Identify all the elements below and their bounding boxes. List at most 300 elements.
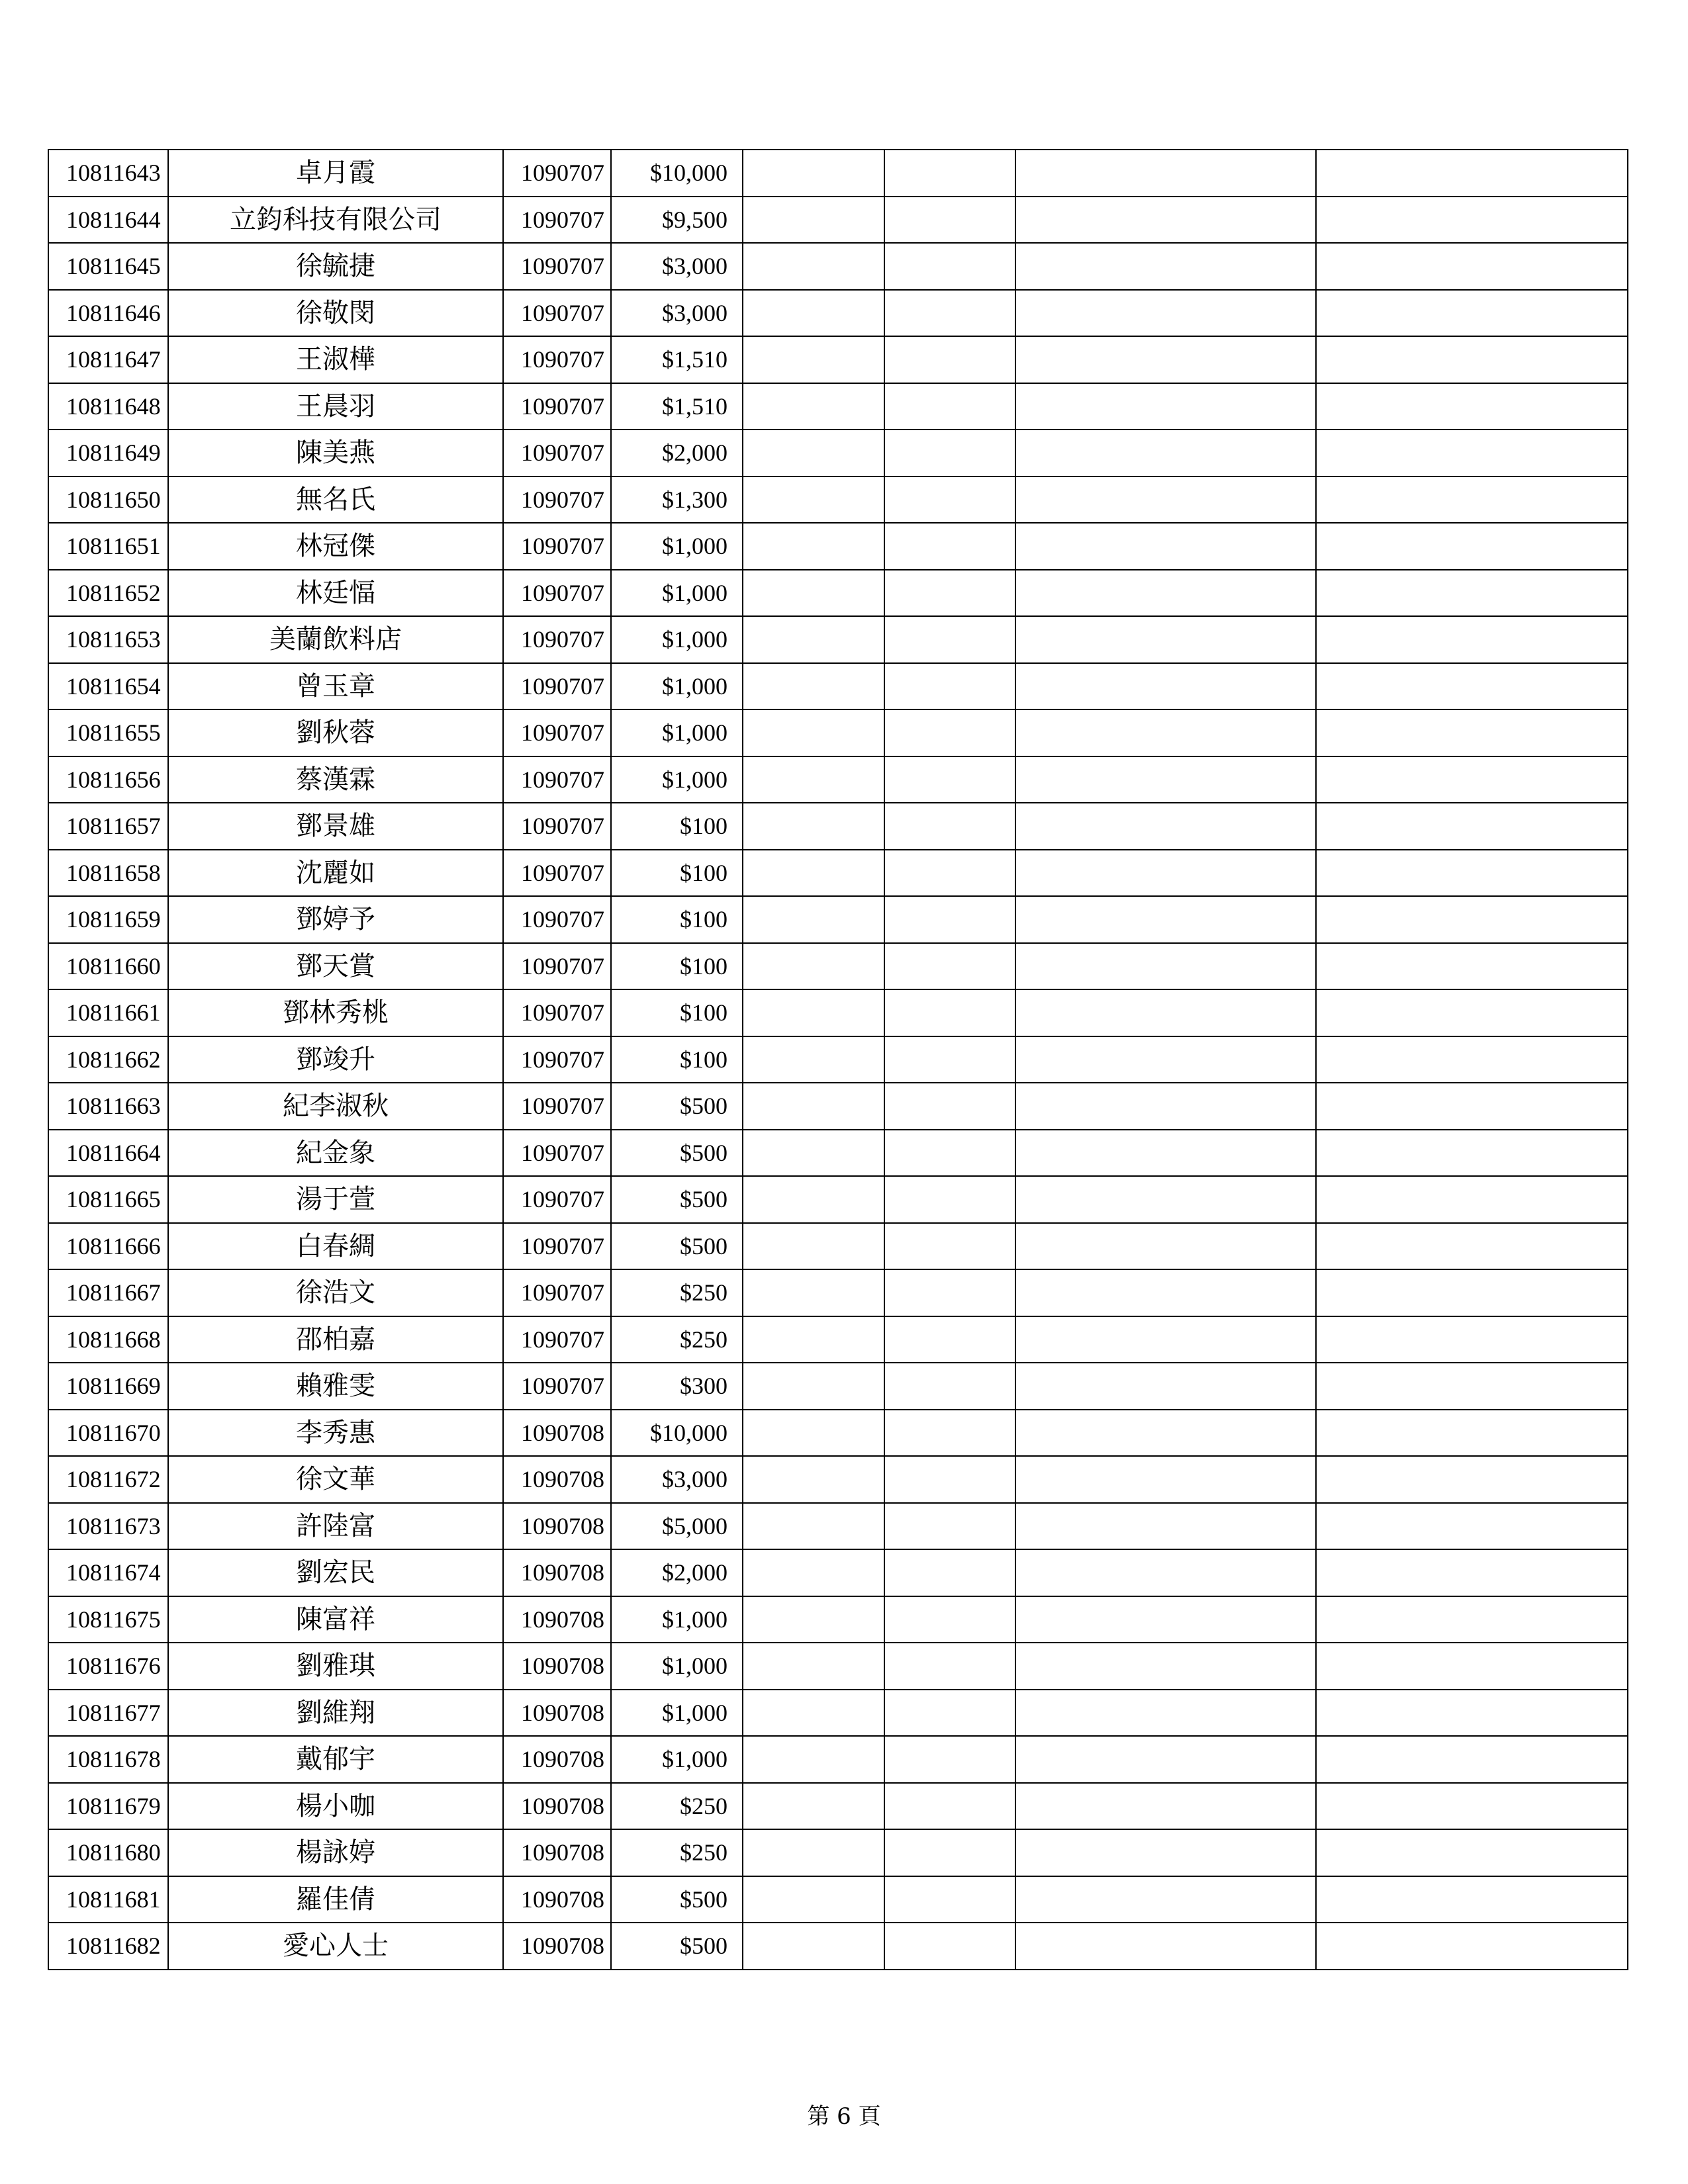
amount-cell: $1,000	[611, 570, 743, 617]
empty-cell	[884, 989, 1015, 1036]
receipt-number-cell: 10811657	[48, 803, 168, 850]
date-cell: 1090708	[503, 1923, 611, 1970]
table-row	[48, 523, 1628, 570]
empty-cell	[884, 197, 1015, 244]
amount-cell: $3,000	[611, 243, 743, 290]
receipt-number-cell: 10811660	[48, 943, 168, 990]
empty-cell	[743, 1829, 884, 1876]
empty-cell	[884, 383, 1015, 430]
date-cell: 1090708	[503, 1410, 611, 1457]
empty-cell	[1316, 756, 1628, 803]
table-row	[48, 1690, 1628, 1737]
empty-cell	[1316, 383, 1628, 430]
receipt-number-cell: 10811644	[48, 197, 168, 244]
empty-cell	[884, 477, 1015, 523]
receipt-number-cell: 10811654	[48, 663, 168, 710]
empty-cell	[884, 1223, 1015, 1270]
donor-name-cell: 王淑樺	[168, 336, 503, 383]
table-row	[48, 663, 1628, 710]
empty-cell	[1015, 850, 1316, 897]
date-cell: 1090707	[503, 523, 611, 570]
table-row	[48, 1083, 1628, 1130]
empty-cell	[1015, 709, 1316, 756]
empty-cell	[884, 1130, 1015, 1177]
empty-cell	[743, 1643, 884, 1690]
amount-cell: $1,000	[611, 709, 743, 756]
empty-cell	[1316, 1083, 1628, 1130]
donor-name-cell: 湯于萱	[168, 1176, 503, 1223]
date-cell: 1090707	[503, 1130, 611, 1177]
receipt-number-cell: 10811655	[48, 709, 168, 756]
empty-cell	[884, 1269, 1015, 1316]
empty-cell	[743, 290, 884, 337]
table-row	[48, 943, 1628, 990]
table-row	[48, 290, 1628, 337]
date-cell: 1090707	[503, 616, 611, 663]
receipt-number-cell: 10811666	[48, 1223, 168, 1270]
amount-cell: $100	[611, 943, 743, 990]
date-cell: 1090707	[503, 290, 611, 337]
date-cell: 1090707	[503, 1036, 611, 1083]
date-cell: 1090708	[503, 1783, 611, 1830]
donor-name-cell: 沈麗如	[168, 850, 503, 897]
empty-cell	[1015, 243, 1316, 290]
amount-cell: $500	[611, 1876, 743, 1923]
empty-cell	[743, 1456, 884, 1503]
empty-cell	[1015, 523, 1316, 570]
empty-cell	[884, 336, 1015, 383]
donor-name-cell: 邵柏嘉	[168, 1316, 503, 1363]
table-row	[48, 1783, 1628, 1830]
empty-cell	[884, 616, 1015, 663]
receipt-number-cell: 10811653	[48, 616, 168, 663]
table-row	[48, 1130, 1628, 1177]
empty-cell	[1015, 1783, 1316, 1830]
empty-cell	[1316, 430, 1628, 477]
receipt-number-cell: 10811646	[48, 290, 168, 337]
empty-cell	[884, 709, 1015, 756]
empty-cell	[1316, 197, 1628, 244]
empty-cell	[1316, 1410, 1628, 1457]
table-row	[48, 336, 1628, 383]
empty-cell	[1316, 150, 1628, 197]
receipt-number-cell: 10811662	[48, 1036, 168, 1083]
amount-cell: $500	[611, 1083, 743, 1130]
receipt-number-cell: 10811665	[48, 1176, 168, 1223]
empty-cell	[884, 243, 1015, 290]
amount-cell: $2,000	[611, 1549, 743, 1596]
empty-cell	[1015, 1176, 1316, 1223]
empty-cell	[1015, 1363, 1316, 1410]
table-row	[48, 1316, 1628, 1363]
receipt-number-cell: 10811663	[48, 1083, 168, 1130]
donor-name-cell: 徐毓捷	[168, 243, 503, 290]
date-cell: 1090707	[503, 336, 611, 383]
empty-cell	[743, 1363, 884, 1410]
empty-cell	[1015, 570, 1316, 617]
empty-cell	[743, 477, 884, 523]
receipt-number-cell: 10811677	[48, 1690, 168, 1737]
table-row	[48, 1876, 1628, 1923]
empty-cell	[1316, 616, 1628, 663]
date-cell: 1090707	[503, 1083, 611, 1130]
date-cell: 1090708	[503, 1503, 611, 1550]
empty-cell	[1015, 1736, 1316, 1783]
table-row	[48, 383, 1628, 430]
empty-cell	[1015, 383, 1316, 430]
amount-cell: $500	[611, 1176, 743, 1223]
empty-cell	[884, 1690, 1015, 1737]
receipt-number-cell: 10811659	[48, 896, 168, 943]
empty-cell	[1316, 1736, 1628, 1783]
empty-cell	[1316, 1456, 1628, 1503]
date-cell: 1090707	[503, 1316, 611, 1363]
empty-cell	[1015, 1690, 1316, 1737]
empty-cell	[1015, 197, 1316, 244]
empty-cell	[884, 803, 1015, 850]
empty-cell	[1316, 803, 1628, 850]
donor-name-cell: 劉雅琪	[168, 1643, 503, 1690]
empty-cell	[1015, 896, 1316, 943]
amount-cell: $500	[611, 1223, 743, 1270]
empty-cell	[1015, 336, 1316, 383]
amount-cell: $100	[611, 850, 743, 897]
empty-cell	[884, 1923, 1015, 1970]
empty-cell	[1316, 336, 1628, 383]
table-row	[48, 243, 1628, 290]
table-row	[48, 756, 1628, 803]
receipt-number-cell: 10811658	[48, 850, 168, 897]
date-cell: 1090707	[503, 570, 611, 617]
table-row	[48, 803, 1628, 850]
amount-cell: $5,000	[611, 1503, 743, 1550]
empty-cell	[884, 570, 1015, 617]
amount-cell: $1,000	[611, 1643, 743, 1690]
empty-cell	[884, 1363, 1015, 1410]
receipt-number-cell: 10811648	[48, 383, 168, 430]
empty-cell	[1316, 523, 1628, 570]
date-cell: 1090707	[503, 477, 611, 523]
empty-cell	[743, 1410, 884, 1457]
empty-cell	[743, 709, 884, 756]
receipt-number-cell: 10811673	[48, 1503, 168, 1550]
donor-name-cell: 無名氏	[168, 477, 503, 523]
donor-name-cell: 卓月霞	[168, 150, 503, 197]
date-cell: 1090707	[503, 803, 611, 850]
empty-cell	[884, 1643, 1015, 1690]
empty-cell	[1015, 756, 1316, 803]
empty-cell	[884, 850, 1015, 897]
date-cell: 1090708	[503, 1690, 611, 1737]
date-cell: 1090707	[503, 663, 611, 710]
empty-cell	[1015, 430, 1316, 477]
empty-cell	[1316, 477, 1628, 523]
table-row	[48, 1223, 1628, 1270]
empty-cell	[884, 1736, 1015, 1783]
receipt-number-cell: 10811681	[48, 1876, 168, 1923]
empty-cell	[1015, 943, 1316, 990]
date-cell: 1090707	[503, 989, 611, 1036]
receipt-number-cell: 10811670	[48, 1410, 168, 1457]
empty-cell	[743, 896, 884, 943]
empty-cell	[884, 1410, 1015, 1457]
amount-cell: $100	[611, 803, 743, 850]
empty-cell	[1316, 1690, 1628, 1737]
empty-cell	[884, 663, 1015, 710]
date-cell: 1090707	[503, 943, 611, 990]
empty-cell	[743, 243, 884, 290]
table-row	[48, 197, 1628, 244]
empty-cell	[1316, 243, 1628, 290]
empty-cell	[743, 989, 884, 1036]
empty-cell	[743, 850, 884, 897]
donor-name-cell: 鄧景雄	[168, 803, 503, 850]
empty-cell	[884, 1596, 1015, 1643]
empty-cell	[743, 1690, 884, 1737]
table-row	[48, 1596, 1628, 1643]
empty-cell	[1015, 1643, 1316, 1690]
empty-cell	[743, 943, 884, 990]
empty-cell	[884, 290, 1015, 337]
receipt-number-cell: 10811651	[48, 523, 168, 570]
empty-cell	[884, 1783, 1015, 1830]
empty-cell	[743, 1876, 884, 1923]
empty-cell	[1015, 1130, 1316, 1177]
empty-cell	[743, 1223, 884, 1270]
receipt-number-cell: 10811669	[48, 1363, 168, 1410]
empty-cell	[884, 1316, 1015, 1363]
empty-cell	[743, 1083, 884, 1130]
table-row	[48, 896, 1628, 943]
empty-cell	[884, 1549, 1015, 1596]
empty-cell	[743, 197, 884, 244]
donor-name-cell: 美蘭飲料店	[168, 616, 503, 663]
empty-cell	[1316, 1316, 1628, 1363]
donor-name-cell: 徐文華	[168, 1456, 503, 1503]
amount-cell: $300	[611, 1363, 743, 1410]
empty-cell	[1316, 709, 1628, 756]
donor-name-cell: 陳美燕	[168, 430, 503, 477]
empty-cell	[1316, 896, 1628, 943]
table-row	[48, 1736, 1628, 1783]
table-row	[48, 1923, 1628, 1970]
empty-cell	[1316, 290, 1628, 337]
empty-cell	[1316, 989, 1628, 1036]
donor-name-cell: 李秀惠	[168, 1410, 503, 1457]
empty-cell	[1015, 1269, 1316, 1316]
table-row	[48, 989, 1628, 1036]
donor-name-cell: 徐敬閔	[168, 290, 503, 337]
date-cell: 1090708	[503, 1596, 611, 1643]
amount-cell: $100	[611, 989, 743, 1036]
date-cell: 1090707	[503, 896, 611, 943]
empty-cell	[743, 663, 884, 710]
amount-cell: $250	[611, 1829, 743, 1876]
donor-name-cell: 陳富祥	[168, 1596, 503, 1643]
table-row	[48, 150, 1628, 197]
donor-name-cell: 賴雅雯	[168, 1363, 503, 1410]
table-row	[48, 616, 1628, 663]
empty-cell	[1015, 616, 1316, 663]
donor-name-cell: 林冠傑	[168, 523, 503, 570]
donor-name-cell: 林廷愊	[168, 570, 503, 617]
donor-name-cell: 徐浩文	[168, 1269, 503, 1316]
receipt-number-cell: 10811652	[48, 570, 168, 617]
empty-cell	[1015, 1223, 1316, 1270]
empty-cell	[743, 1316, 884, 1363]
date-cell: 1090707	[503, 756, 611, 803]
empty-cell	[1316, 1829, 1628, 1876]
empty-cell	[1015, 1083, 1316, 1130]
table-row	[48, 1643, 1628, 1690]
empty-cell	[884, 1176, 1015, 1223]
receipt-number-cell: 10811668	[48, 1316, 168, 1363]
empty-cell	[743, 1269, 884, 1316]
receipt-number-cell: 10811676	[48, 1643, 168, 1690]
empty-cell	[743, 1549, 884, 1596]
table-row	[48, 1410, 1628, 1457]
empty-cell	[1015, 1876, 1316, 1923]
empty-cell	[743, 570, 884, 617]
donor-name-cell: 劉維翔	[168, 1690, 503, 1737]
empty-cell	[743, 1596, 884, 1643]
receipt-number-cell: 10811656	[48, 756, 168, 803]
empty-cell	[743, 616, 884, 663]
empty-cell	[743, 1176, 884, 1223]
empty-cell	[884, 1456, 1015, 1503]
donor-name-cell: 楊小咖	[168, 1783, 503, 1830]
amount-cell: $1,000	[611, 1736, 743, 1783]
receipt-number-cell: 10811664	[48, 1130, 168, 1177]
table-row	[48, 1363, 1628, 1410]
date-cell: 1090708	[503, 1876, 611, 1923]
donor-name-cell: 蔡漢霖	[168, 756, 503, 803]
receipt-number-cell: 10811650	[48, 477, 168, 523]
receipt-number-cell: 10811680	[48, 1829, 168, 1876]
empty-cell	[1316, 663, 1628, 710]
date-cell: 1090707	[503, 150, 611, 197]
date-cell: 1090708	[503, 1643, 611, 1690]
empty-cell	[743, 383, 884, 430]
donor-name-cell: 楊詠婷	[168, 1829, 503, 1876]
ledger-body	[48, 150, 1628, 1970]
table-row	[48, 1549, 1628, 1596]
empty-cell	[884, 943, 1015, 990]
amount-cell: $250	[611, 1783, 743, 1830]
table-row	[48, 430, 1628, 477]
empty-cell	[743, 430, 884, 477]
empty-cell	[743, 1130, 884, 1177]
table-row	[48, 570, 1628, 617]
receipt-number-cell: 10811672	[48, 1456, 168, 1503]
amount-cell: $10,000	[611, 150, 743, 197]
empty-cell	[1015, 1410, 1316, 1457]
donor-name-cell: 愛心人士	[168, 1923, 503, 1970]
empty-cell	[1316, 1503, 1628, 1550]
amount-cell: $250	[611, 1269, 743, 1316]
empty-cell	[1316, 570, 1628, 617]
date-cell: 1090707	[503, 1176, 611, 1223]
table-row	[48, 1503, 1628, 1550]
empty-cell	[1015, 290, 1316, 337]
donor-name-cell: 鄧竣升	[168, 1036, 503, 1083]
receipt-number-cell: 10811645	[48, 243, 168, 290]
receipt-number-cell: 10811661	[48, 989, 168, 1036]
donor-name-cell: 許陸富	[168, 1503, 503, 1550]
empty-cell	[1015, 989, 1316, 1036]
empty-cell	[884, 430, 1015, 477]
donor-name-cell: 紀金象	[168, 1130, 503, 1177]
date-cell: 1090708	[503, 1549, 611, 1596]
empty-cell	[1316, 1783, 1628, 1830]
receipt-number-cell: 10811647	[48, 336, 168, 383]
table-row	[48, 1269, 1628, 1316]
empty-cell	[1316, 1130, 1628, 1177]
table-row	[48, 1176, 1628, 1223]
date-cell: 1090707	[503, 1223, 611, 1270]
empty-cell	[743, 523, 884, 570]
empty-cell	[1015, 1456, 1316, 1503]
donor-name-cell: 鄧天賞	[168, 943, 503, 990]
amount-cell: $2,000	[611, 430, 743, 477]
amount-cell: $1,000	[611, 1690, 743, 1737]
empty-cell	[884, 1503, 1015, 1550]
amount-cell: $3,000	[611, 290, 743, 337]
donor-name-cell: 曾玉章	[168, 663, 503, 710]
empty-cell	[1316, 1176, 1628, 1223]
donor-name-cell: 鄧林秀桃	[168, 989, 503, 1036]
receipt-number-cell: 10811675	[48, 1596, 168, 1643]
donation-ledger-table	[48, 149, 1628, 1970]
empty-cell	[1015, 1503, 1316, 1550]
donor-name-cell: 立鈞科技有限公司	[168, 197, 503, 244]
donor-name-cell: 白春綢	[168, 1223, 503, 1270]
receipt-number-cell: 10811643	[48, 150, 168, 197]
date-cell: 1090707	[503, 430, 611, 477]
receipt-number-cell: 10811649	[48, 430, 168, 477]
empty-cell	[884, 523, 1015, 570]
empty-cell	[743, 1783, 884, 1830]
empty-cell	[1015, 1829, 1316, 1876]
empty-cell	[1015, 663, 1316, 710]
table-row	[48, 1456, 1628, 1503]
amount-cell: $1,000	[611, 756, 743, 803]
empty-cell	[743, 756, 884, 803]
amount-cell: $1,300	[611, 477, 743, 523]
date-cell: 1090708	[503, 1736, 611, 1783]
empty-cell	[1316, 1363, 1628, 1410]
empty-cell	[1015, 1923, 1316, 1970]
empty-cell	[1316, 1643, 1628, 1690]
date-cell: 1090707	[503, 383, 611, 430]
amount-cell: $1,000	[611, 616, 743, 663]
empty-cell	[884, 1083, 1015, 1130]
amount-cell: $100	[611, 1036, 743, 1083]
amount-cell: $3,000	[611, 1456, 743, 1503]
empty-cell	[1316, 1596, 1628, 1643]
empty-cell	[743, 803, 884, 850]
date-cell: 1090707	[503, 243, 611, 290]
table-row	[48, 709, 1628, 756]
donor-name-cell: 戴郁宇	[168, 1736, 503, 1783]
amount-cell: $500	[611, 1923, 743, 1970]
empty-cell	[743, 1503, 884, 1550]
empty-cell	[1015, 1596, 1316, 1643]
amount-cell: $1,000	[611, 1596, 743, 1643]
empty-cell	[1316, 1036, 1628, 1083]
donor-name-cell: 鄧婷予	[168, 896, 503, 943]
empty-cell	[1015, 150, 1316, 197]
